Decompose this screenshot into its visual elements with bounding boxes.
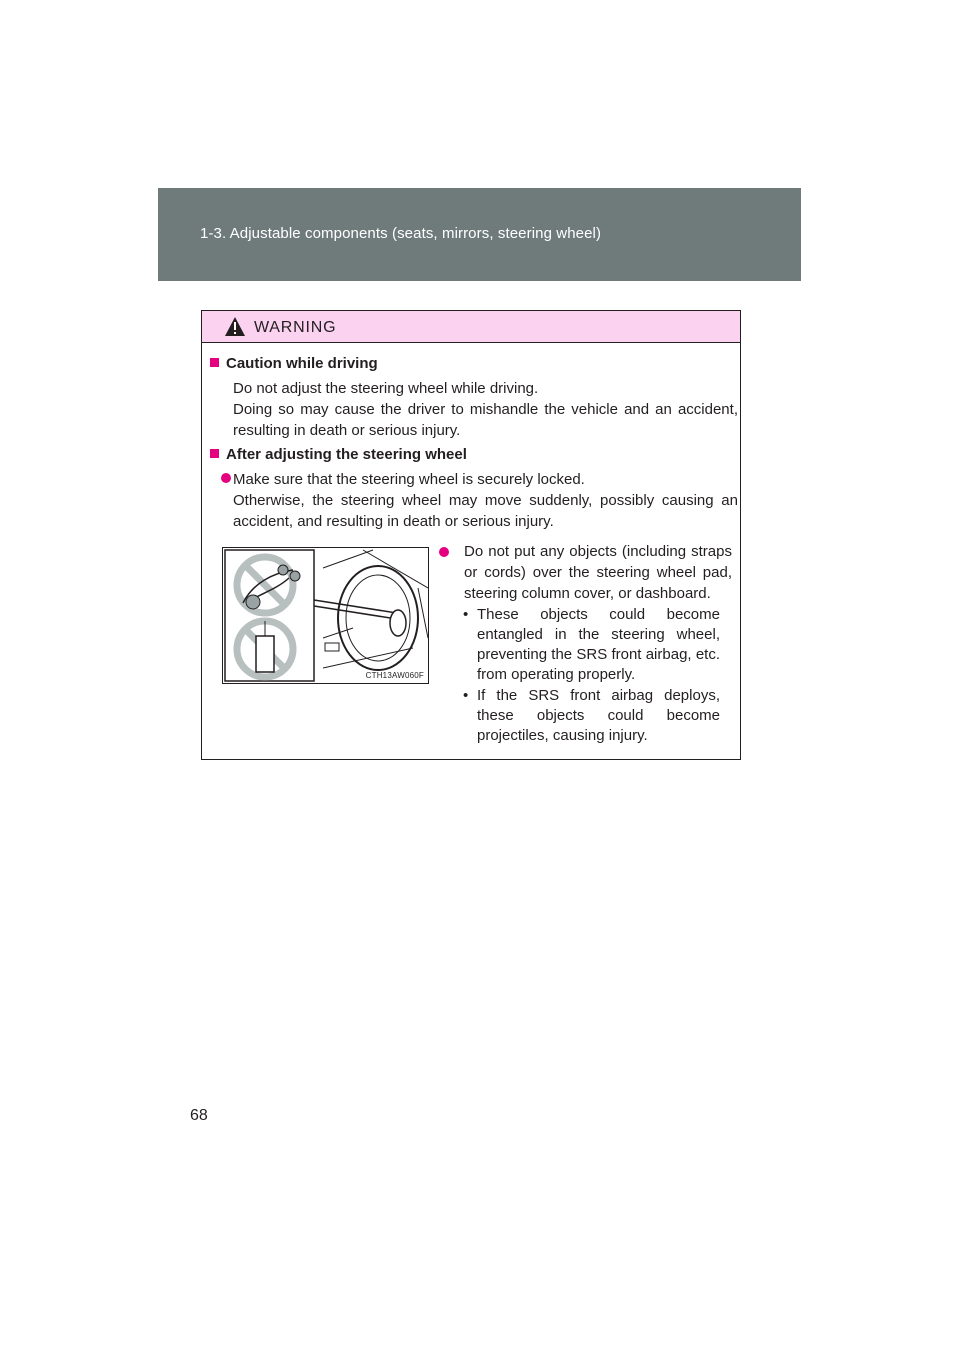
warning-box — [201, 310, 741, 760]
sub-bullet-mark: • — [463, 606, 469, 623]
bullet-securely-locked — [221, 469, 231, 490]
sub-bullet-projectiles: • If the SRS front airbag deploys, these objects could become projectiles, causing injury. — [463, 687, 720, 744]
steering-wheel-illustration — [222, 547, 429, 684]
square-bullet-icon — [210, 449, 219, 458]
caution-line-1: Do not adjust the steering wheel while driving. — [233, 380, 539, 397]
objects-text: Do not put any objects (including straps or cords) over the steering wheel pad, steering column cover, or dashboard. — [464, 543, 732, 602]
caution-line-2: Doing so may cause the driver to mishandle the vehicle and an accident, resulting in death or serious injury. — [233, 401, 738, 439]
section-title: 1-3. Adjustable components (seats, mirrors, steering wheel) — [200, 225, 602, 242]
bullet-objects — [439, 543, 449, 564]
square-bullet-icon — [210, 358, 219, 367]
warning-title: WARNING — [254, 319, 337, 336]
sub-bullet-mark: • — [463, 687, 469, 704]
illustration-code: CTH13AW060F — [365, 671, 424, 680]
warning-triangle-icon — [225, 317, 245, 336]
warning-header — [202, 311, 740, 343]
page-number: 68 — [190, 1107, 208, 1124]
bullet-dot-icon — [221, 473, 231, 483]
header-band — [158, 188, 801, 281]
otherwise-text: Otherwise, the steering wheel may move suddenly, possibly causing an accident, and resulting in death or serious injury. — [233, 492, 738, 530]
section-heading-caution: Caution while driving — [210, 353, 378, 374]
section-heading-after-adjusting: After adjusting the steering wheel — [210, 444, 467, 465]
securely-locked-text: Make sure that the steering wheel is securely locked. — [233, 471, 585, 488]
bullet-dot-icon — [439, 547, 449, 557]
illustration-graphic — [223, 548, 428, 683]
sub-bullet-entangled: • These objects could become entangled in the steering wheel, preventing the SRS front airbag, etc. from operating properly. — [463, 606, 720, 683]
